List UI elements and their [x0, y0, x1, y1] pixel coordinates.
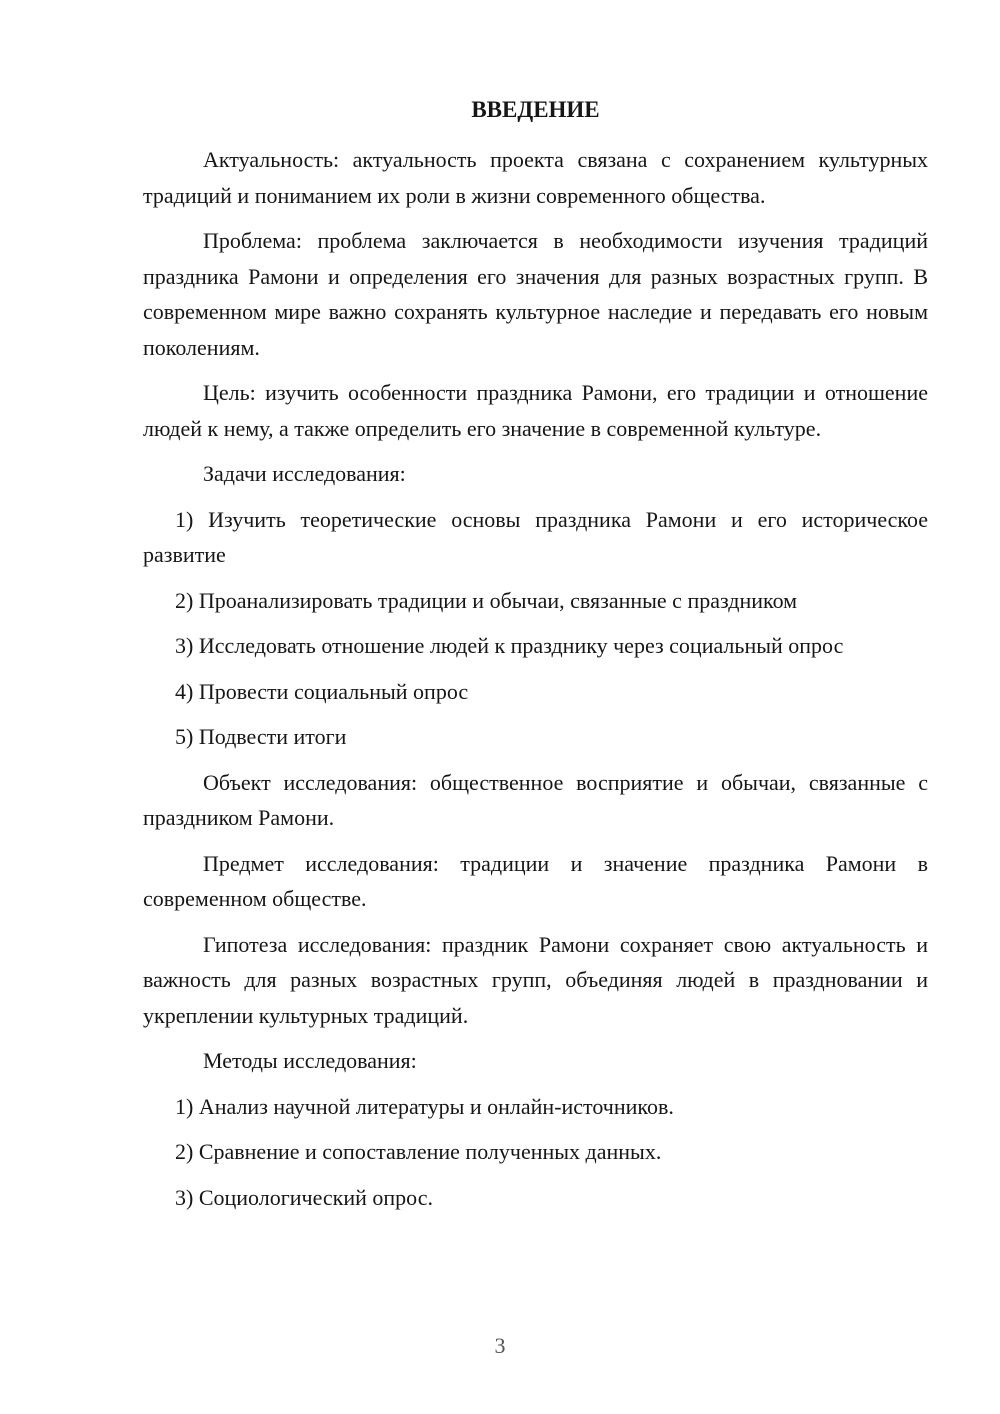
- task-item: 1) Изучить теоретические основы праздника Рамони и его историческое развитие: [143, 506, 928, 567]
- document-page: [143, 92, 928, 1225]
- actuality-paragraph: Актуальность: актуальность проекта связана с сохранением культурных традиций и пониманием их роли в жизни современного общества.: [143, 147, 928, 208]
- object-paragraph: Объект исследования: общественное восприятие и обычаи, связанные с праздником Рамони.: [143, 769, 928, 830]
- page-number: 3: [494, 1333, 506, 1358]
- method-item: 2) Сравнение и сопоставление полученных данных.: [175, 1139, 662, 1164]
- hypothesis-paragraph: Гипотеза исследования: праздник Рамони сохраняет свою актуальность и важность для разных возрастных групп, объединяя людей в праздновании и укреплении культурных традиций.: [143, 931, 928, 1028]
- goal-paragraph: Цель: изучить особенности праздника Рамони, его традиции и отношение людей к нему, а также определить его значение в современной культуре.: [143, 380, 928, 441]
- section-heading: ВВЕДЕНИЕ: [471, 97, 600, 122]
- tasks-title: Задачи исследования:: [203, 461, 406, 486]
- subject-paragraph: Предмет исследования: традиции и значение праздника Рамони в современном обществе.: [143, 850, 928, 911]
- method-item: 1) Анализ научной литературы и онлайн-источников.: [175, 1093, 674, 1119]
- task-item: 2) Проанализировать традиции и обычаи, связанные с праздником: [175, 587, 798, 613]
- method-item: 3) Социологический опрос.: [175, 1184, 433, 1210]
- task-item: 3) Исследовать отношение людей к празднику через социальный опрос: [175, 633, 844, 658]
- problem-paragraph: Проблема: проблема заключается в необходимости изучения традиций праздника Рамони и определения его значения для разных возрастных групп. В современном мире важно сохранять культурное наследие и передавать его новым поколениям.: [143, 228, 928, 360]
- task-item: 5) Подвести итоги: [175, 724, 347, 749]
- methods-title: Методы исследования:: [203, 1048, 417, 1073]
- task-item: 4) Провести социальный опрос: [175, 678, 469, 704]
